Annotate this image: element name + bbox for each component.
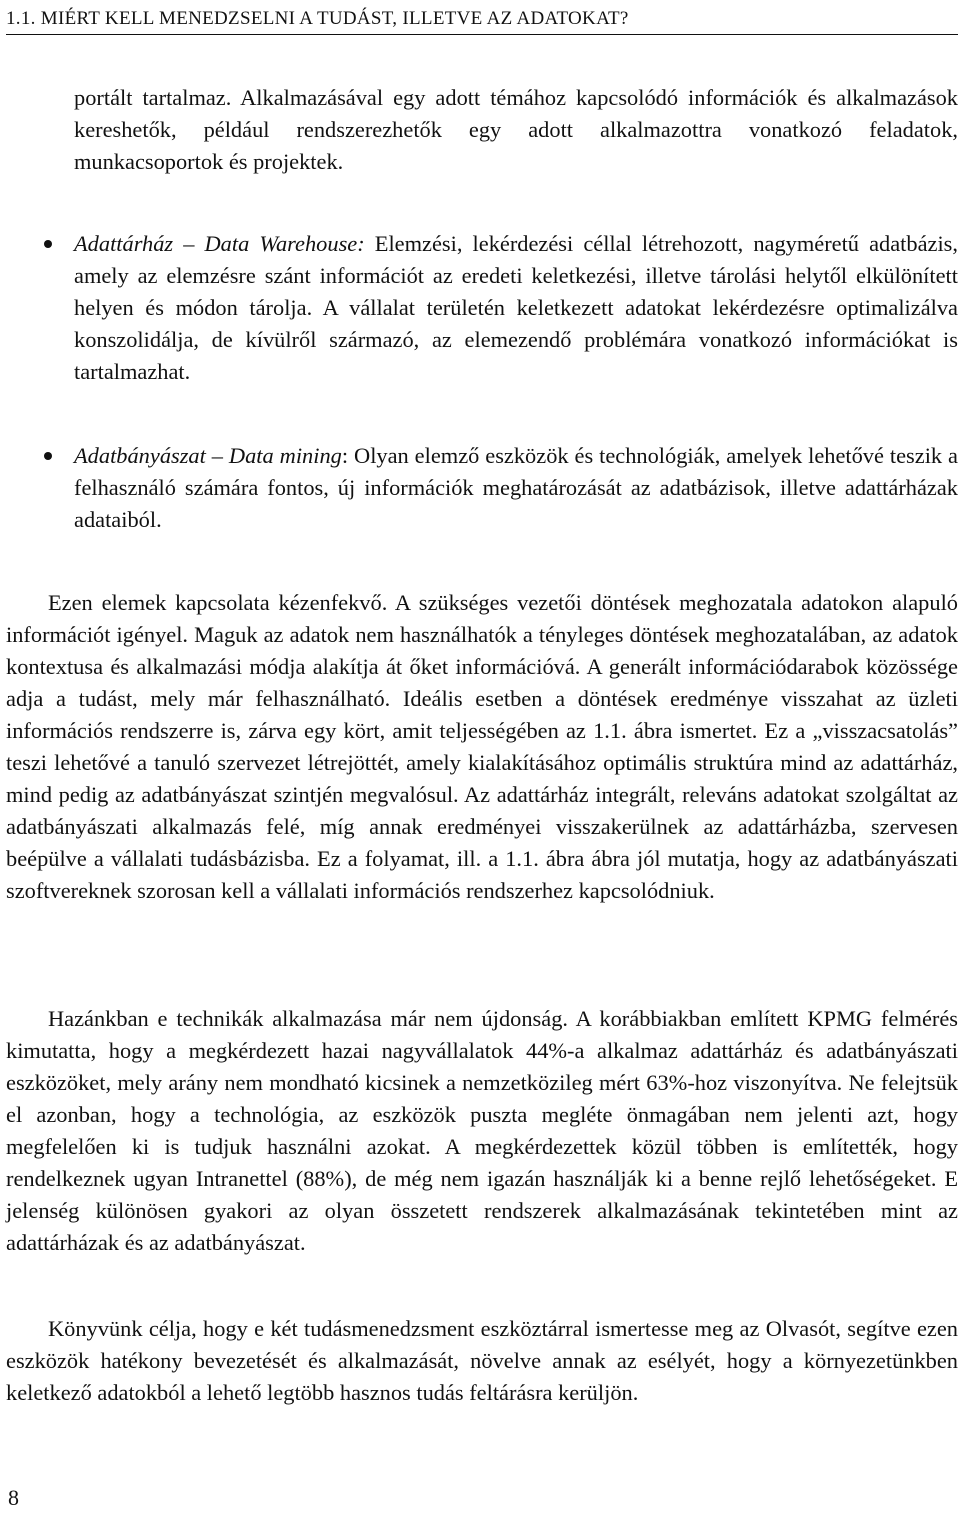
page-number: 8 — [8, 1485, 19, 1510]
list-item-adattarhaz — [74, 228, 958, 388]
bullet-icon — [44, 452, 52, 460]
running-header: 1.1. MIÉRT KELL MENEDZSELNI A TUDÁST, ILLETVE AZ ADATOKAT? — [6, 8, 958, 35]
term-adatbanyaszat: Adatbányászat – Data mining — [74, 443, 342, 468]
definition-adattarhaz: Elemzési, lekérdezési céllal létrehozott, nagyméretű adatbázis, amely az elemzésre szánt információt az eredeti keletkezési, illetve tárolási helytől elkülönített helyen és módon tárolja. A vállalat területén keletkezett adatokat lekérdezésre optimalizálva konszolidálja, de kívülről származó, az elemezendő problémára vonatkozó információkat is tartalmazhat. — [74, 231, 958, 384]
term-adattarhaz: Adattárház – Data Warehouse: — [74, 231, 365, 256]
continued-paragraph: portált tartalmaz. Alkalmazásával egy adott témához kapcsolódó információk és alkalmazások kereshetők, például rendszerezhetők egy adott alkalmazottra vonatkozó feladatok, munkacsoportok és projektek. — [74, 85, 958, 174]
definition-adatbanyaszat: : Olyan elemző eszközök és technológiák, amelyek lehetővé teszik a felhasználó számára fontos, új információk meghatározását az adatbázisok, illetve adattárházak adataiból. — [74, 443, 958, 532]
body-paragraph-2: Hazánkban e technikák alkalmazása már nem újdonság. A korábbiakban említett KPMG felmérés kimutatta, hogy a megkérdezett hazai nagyvállalatok 44%-a alkalmaz adattárház és adatbányászati eszközöket, mely arány nem mondható kicsinek a nemzetközileg mért 63%-hoz viszonyítva. Ne felejtsük el azonban, hogy a technológia, az eszközök puszta megléte önmagában nem jelenti azt, hogy megfelelően ki is tudjuk használni azokat. A megkérdezettek közül többen is említették, hogy rendelkeznek ugyan Intranettel (88%), de még nem igazán használják ki a benne rejlő lehetőségeket. E jelenség különösen gyakori az olyan összetett rendszerek alkalmazásának tekintetében mint az adattárházak és az adatbányászat. — [6, 1006, 958, 1255]
list-item-adatbanyaszat — [74, 440, 958, 536]
bullet-icon — [44, 240, 52, 248]
body-paragraph-1: Ezen elemek kapcsolata kézenfekvő. A szükséges vezetői döntések meghozatala adatokon alapuló információt igényel. Maguk az adatok nem használhatók a tényleges döntések meghozatalában, az adatok kontextusa és alkalmazási módja alakítja át őket információvá. A generált információdarabok közössége adja a tudást, mely már felhasználható. Ideális esetben a döntések eredménye visszahat az üzleti információs rendszerre is, zárva egy kört, amit teljességében az 1.1. ábra ismertet. Ez a „visszacsatolás” teszi lehetővé a tanuló szervezet létrejöttét, amely kialakításához optimális struktúra mind az adattárház, mind pedig az adatbányászat szintjén megvalósul. Az adattárház integrált, releváns adatokat szolgáltat az adatbányászati alkalmazás felé, míg annak eredményei visszakerülnek az adattárházba, szervesen beépülve a vállalati tudásbázisba. Ez a folyamat, ill. a 1.1. ábra ábra jól mutatja, hogy az adatbányászati szoftvereknek szorosan kell a vállalati információs rendszerhez kapcsolódniuk. — [6, 590, 958, 903]
body-paragraph-3: Könyvünk célja, hogy e két tudásmenedzsment eszköztárral ismertesse meg az Olvasót, segítve ezen eszközök hatékony bevezetését és alkalmazását, növelve annak az esélyét, hogy a környezetünkben keletkező adatokból a lehető legtöbb hasznos tudás feltárásra kerüljön. — [6, 1316, 958, 1405]
